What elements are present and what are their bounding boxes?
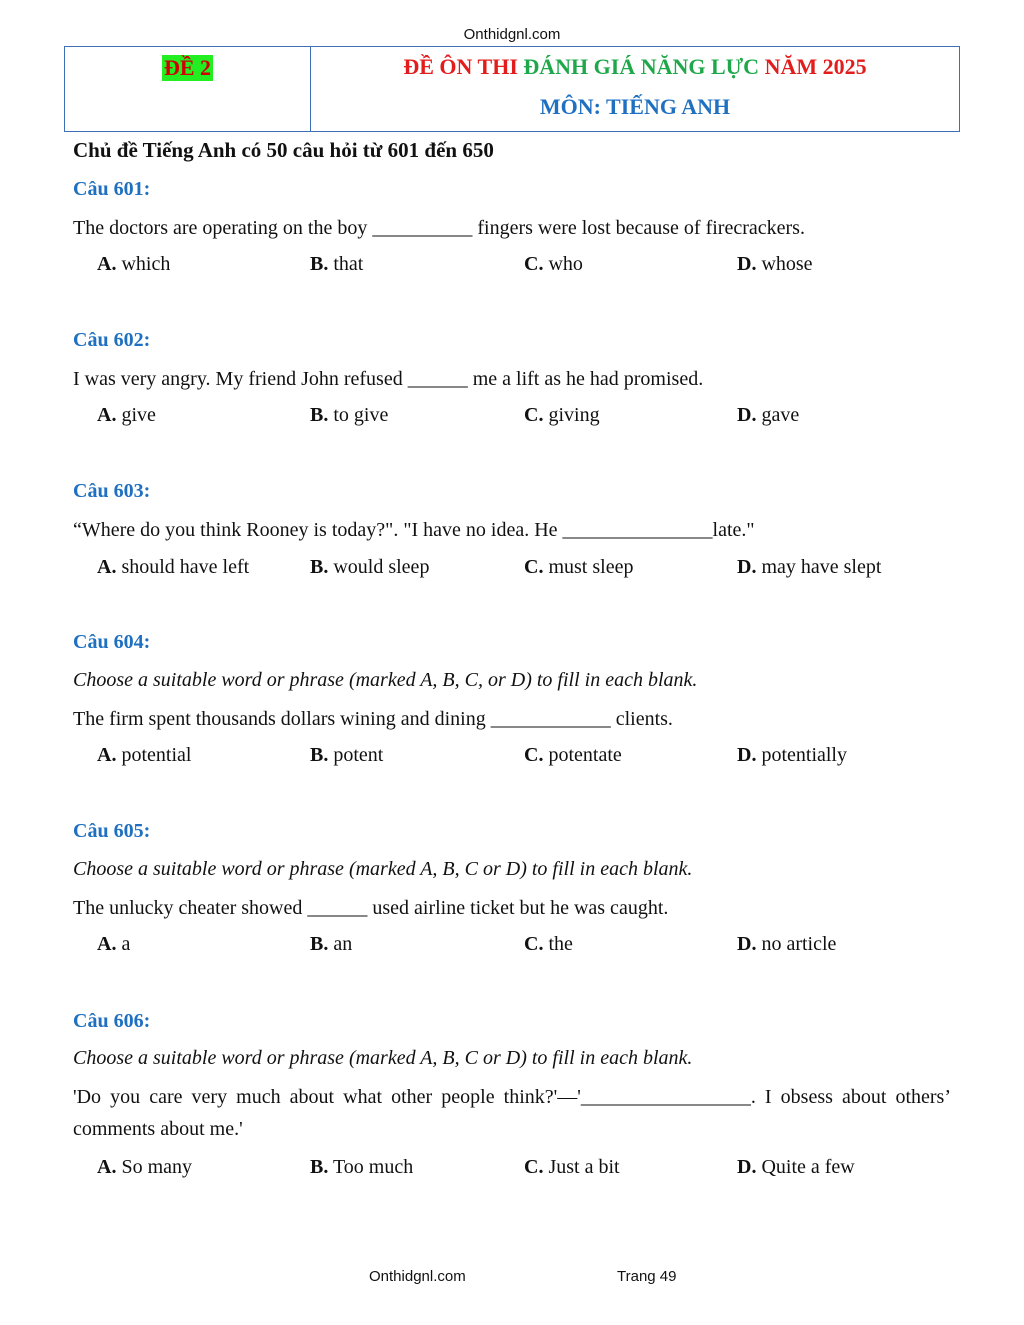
option-d[interactable]: D. gave — [737, 404, 800, 426]
question-stem: “Where do you think Rooney is today?". "I have no idea. He _______________late." — [73, 519, 755, 541]
exam-number-cell — [65, 47, 311, 131]
option-c[interactable]: C. the — [524, 933, 573, 955]
question-stem: I was very angry. My friend John refused ______ me a lift as he had promised. — [73, 368, 704, 390]
topic-heading: Chủ đề Tiếng Anh có 50 câu hỏi từ 601 đến 650 — [73, 138, 494, 162]
question-stem: The unlucky cheater showed ______ used airline ticket but he was caught. — [73, 897, 669, 919]
question-stem: 'Do you care very much about what other people think?'—'_________________. I obsess about others’ comments about me.' — [73, 1086, 951, 1140]
option-c[interactable]: C. Just a bit — [524, 1156, 620, 1178]
option-c[interactable]: C. who — [524, 253, 583, 275]
option-a[interactable]: A. a — [97, 933, 131, 955]
option-b[interactable]: B. potent — [310, 744, 384, 766]
option-a[interactable]: A. should have left — [97, 556, 250, 578]
option-d[interactable]: D. whose — [737, 253, 813, 275]
exam-number-label: ĐỀ 2 — [163, 55, 212, 80]
option-d[interactable]: D. Quite a few — [737, 1156, 855, 1178]
exam-title-part2: ĐÁNH GIÁ NĂNG LỰC — [523, 54, 765, 79]
option-d[interactable]: D. potentially — [737, 744, 847, 766]
question-stem: The doctors are operating on the boy __________ fingers were lost because of firecrackers. — [73, 217, 805, 239]
option-a[interactable]: A. give — [97, 404, 156, 426]
question-instruction: Choose a suitable word or phrase (marked A, B, C or D) to fill in each blank. — [73, 858, 693, 880]
exam-header-table — [64, 46, 960, 132]
question-label: Câu 601: — [73, 178, 151, 200]
exam-title — [311, 54, 959, 80]
exam-title-part1: ĐỀ ÔN THI — [403, 54, 524, 79]
question-label: Câu 606: — [73, 1010, 151, 1032]
site-header-text: Onthidgnl.com — [463, 26, 561, 43]
question-label: Câu 603: — [73, 480, 151, 502]
option-b[interactable]: B. would sleep — [310, 556, 430, 578]
option-b[interactable]: B. to give — [310, 404, 389, 426]
footer-page-number: Trang 49 — [617, 1268, 677, 1285]
option-c[interactable]: C. must sleep — [524, 556, 634, 578]
option-a[interactable]: A. potential — [97, 744, 192, 766]
option-d[interactable]: D. no article — [737, 933, 837, 955]
question-instruction: Choose a suitable word or phrase (marked A, B, C or D) to fill in each blank. — [73, 1047, 693, 1069]
option-a[interactable]: A. which — [97, 253, 171, 275]
option-b[interactable]: B. that — [310, 253, 364, 275]
question-label: Câu 605: — [73, 820, 151, 842]
footer-site: Onthidgnl.com — [369, 1268, 466, 1285]
option-b[interactable]: B. an — [310, 933, 353, 955]
exam-title-cell — [311, 47, 959, 131]
question-stem: The firm spent thousands dollars wining and dining ____________ clients. — [73, 708, 673, 730]
question-label: Câu 604: — [73, 631, 151, 653]
exam-title-part3: NĂM 2025 — [764, 54, 867, 79]
question-label: Câu 602: — [73, 329, 151, 351]
exam-subject: MÔN: TIẾNG ANH — [539, 94, 731, 119]
option-d[interactable]: D. may have slept — [737, 556, 882, 578]
option-a[interactable]: A. So many — [97, 1156, 193, 1178]
option-c[interactable]: C. giving — [524, 404, 600, 426]
option-b[interactable]: B. Too much — [310, 1156, 414, 1178]
option-c[interactable]: C. potentate — [524, 744, 622, 766]
question-instruction: Choose a suitable word or phrase (marked A, B, C, or D) to fill in each blank. — [73, 669, 698, 691]
